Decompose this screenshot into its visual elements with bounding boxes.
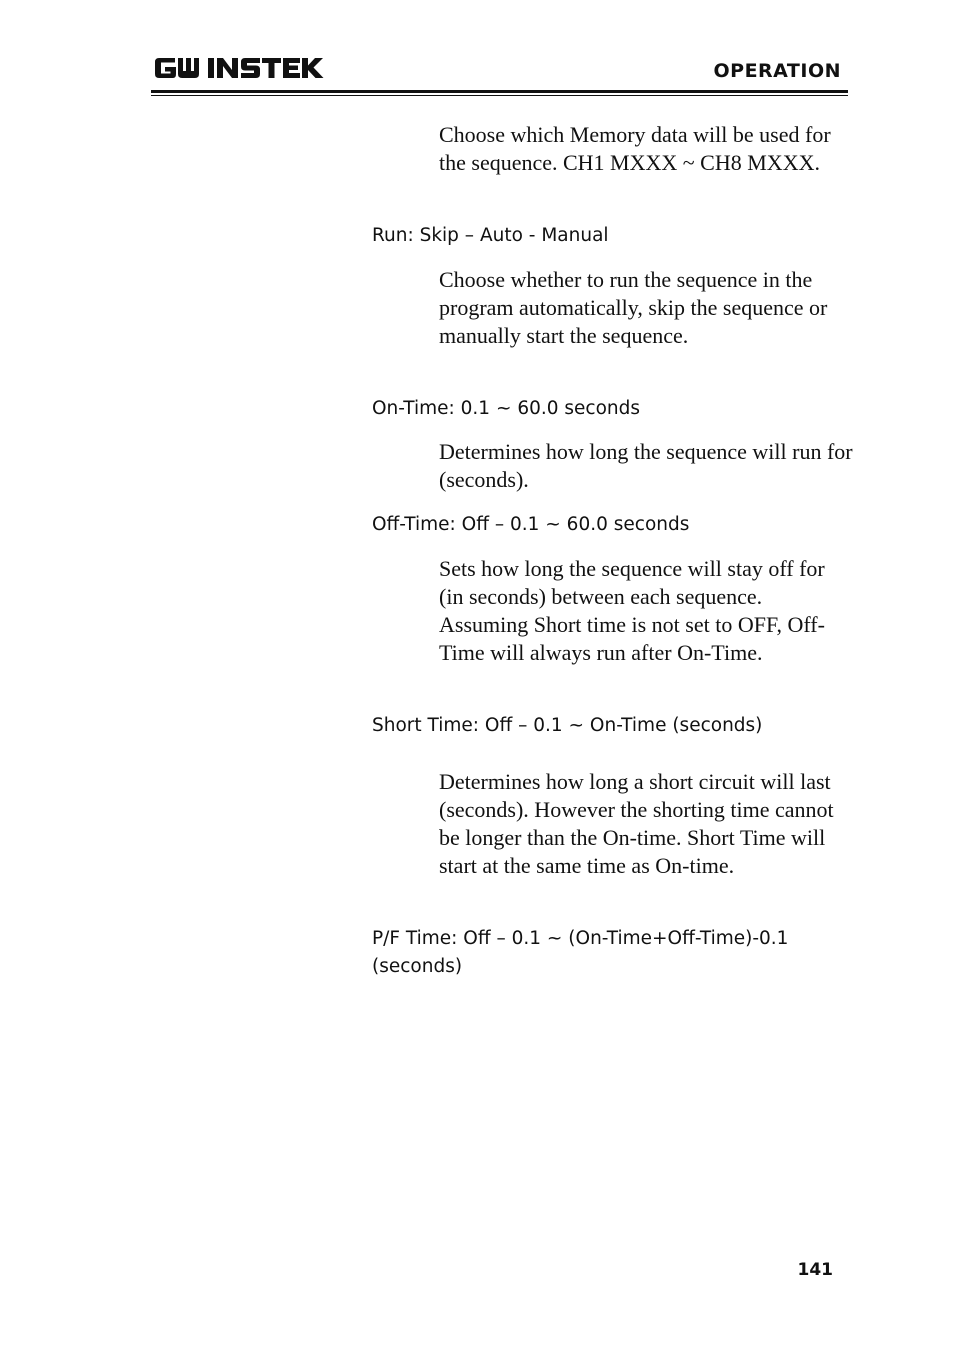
header-rule	[151, 90, 848, 93]
section-title: OPERATION	[713, 60, 841, 82]
header-rule-thin	[151, 95, 848, 96]
run-description: Choose whether to run the sequence in the program automatically, skip the sequence or manually start the sequence.	[439, 267, 828, 348]
off-time-parameter: Off-Time: Off – 0.1 ~ 60.0 seconds	[372, 514, 690, 535]
gw-instek-logo	[153, 54, 325, 82]
page-number: 141	[797, 1260, 833, 1280]
memory-description: Choose which Memory data will be used for the sequence. CH1 MXXX ~ CH8 MXXX.	[439, 122, 831, 175]
off-time-description: Sets how long the sequence will stay off for (in seconds) between each sequence. Assuming Short time is not set to OFF, Off-Time will always run after On-Time.	[439, 556, 825, 665]
on-time-parameter: On-Time: 0.1 ~ 60.0 seconds	[372, 398, 641, 419]
run-parameter: Run: Skip – Auto - Manual	[372, 225, 609, 246]
short-time-description: Determines how long a short circuit will last (seconds). However the shorting time cannot be longer than the On-time. Short Time will start at the same time as On-time.	[439, 769, 834, 878]
on-time-description: Determines how long the sequence will run for (seconds).	[439, 439, 853, 492]
short-time-parameter: Short Time: Off – 0.1 ~ On-Time (seconds)	[372, 715, 763, 736]
pf-time-parameter: P/F Time: Off – 0.1 ~ (On-Time+Off-Time)-0.1 (seconds)	[372, 928, 789, 977]
